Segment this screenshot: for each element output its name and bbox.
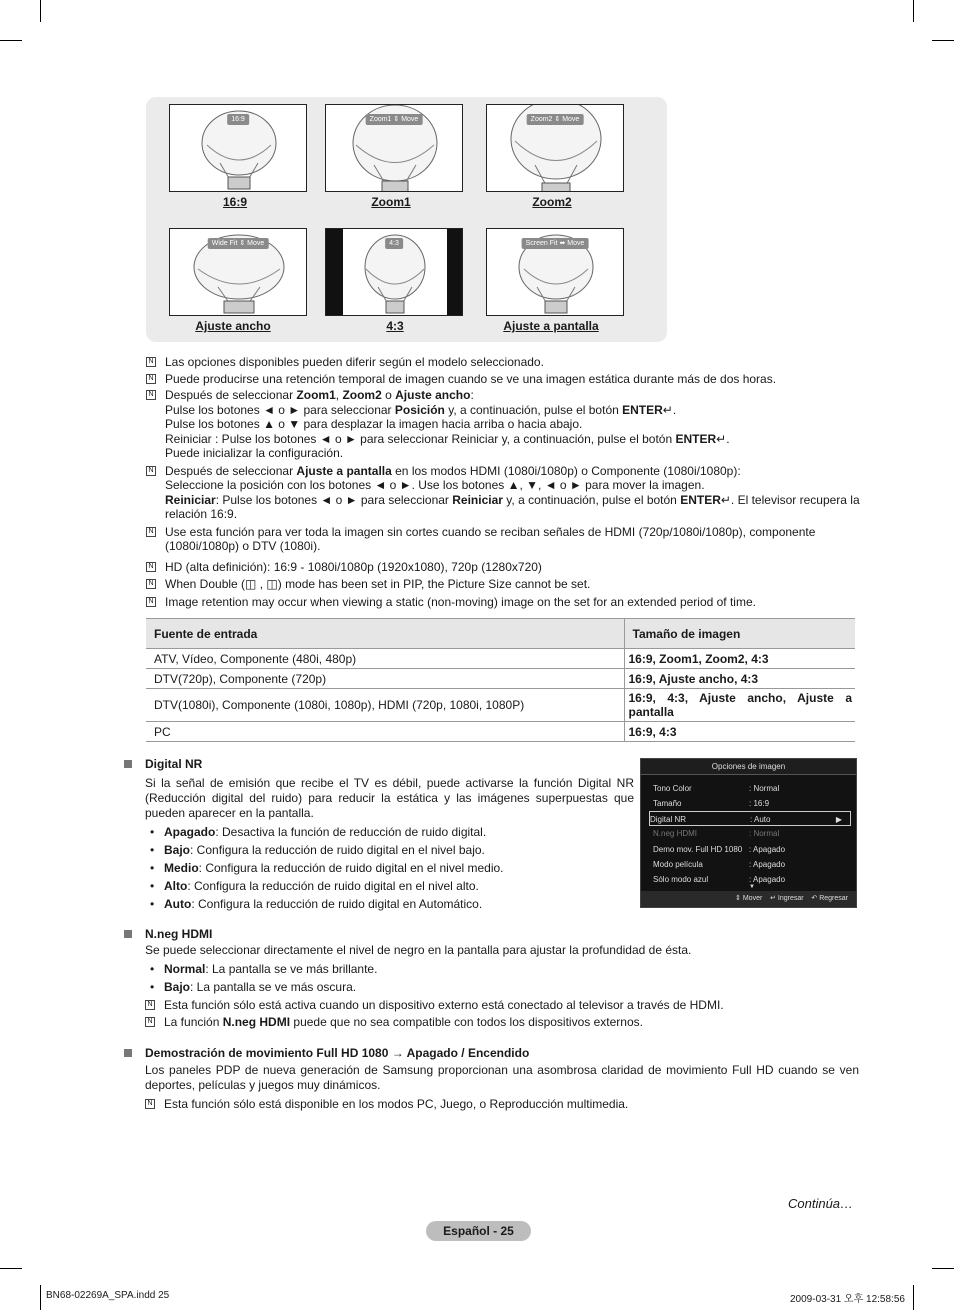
note-icon: N — [145, 1017, 155, 1027]
note: N Después de seleccionar Zoom1, Zoom2 o Ajuste ancho: Pulse los botones ◄ o ► para seleccionar Posición y, a continuación, pulse el botón ENTER↵. Pulse los botones ▲ o ▼ para desplazar la imagen hacia arriba o hacia abajo. Reiniciar : Pulse los botones ◄ o ► para seleccionar Reiniciar y, a continuación, pulse el botón ENTER↵. Puede inicializar la configuración. — [146, 388, 866, 461]
table-header: Tamaño de imagen — [624, 619, 855, 649]
thumb-label: Zoom2 — [532, 195, 572, 209]
note-icon: N — [146, 466, 156, 476]
scroll-down-icon: ▼ — [749, 884, 755, 890]
note-icon: N — [146, 562, 156, 572]
section-body: Se puede seleccionar directamente el nivel de negro en la pantalla para ajustar la profundidad de ésta. — [145, 943, 692, 957]
list-item: • Apagado: Desactiva la función de reducción de ruido digital. — [124, 825, 634, 840]
section-title: Digital NR — [124, 757, 634, 771]
section-title: Demostración de movimiento Full HD 1080 → Apagado / Encendido — [124, 1046, 859, 1060]
note: N Image retention may occur when viewing a static (non-moving) image on the set for an extended period of time. — [146, 595, 866, 610]
note: N HD (alta definición): 16:9 - 1080i/1080p (1920x1080), 720p (1280x720) — [146, 560, 866, 575]
note: N Esta función sólo está disponible en los modos PC, Juego, o Reproducción multimedia. — [145, 1097, 859, 1112]
crop-mark — [40, 0, 41, 22]
crop-mark — [913, 1285, 914, 1310]
section-nneg-hdmi — [124, 927, 859, 1031]
thumb-screen-fit — [486, 228, 624, 316]
table-row: DTV(1080i), Componente (1080i, 1080p), HDMI (720p, 1080i, 1080P) 16:9, 4:3, Ajuste ancho, Ajuste a pantalla — [146, 689, 855, 722]
thumb-16-9 — [169, 104, 307, 192]
note-icon: N — [146, 579, 156, 589]
thumb-zoom1 — [325, 104, 463, 192]
note-icon: N — [146, 357, 156, 367]
crop-mark — [0, 1268, 22, 1269]
section-title: N.neg HDMI — [124, 927, 859, 941]
bullet-square-icon — [124, 1049, 132, 1057]
mode-bar: Screen Fit ⬌ Move — [522, 238, 589, 249]
picture-options-menu — [640, 758, 857, 908]
menu-footer: ⇕ Mover ↵ Ingresar ↶ Regresar — [641, 891, 856, 907]
enter-icon: ↵ — [770, 895, 776, 902]
table-header: Fuente de entrada — [146, 619, 624, 649]
thumb-4-3 — [325, 228, 463, 316]
list-item: • Normal: La pantalla se ve más brillante. — [124, 962, 859, 977]
menu-item-disabled: N.neg HDMI : Normal — [653, 829, 780, 838]
section-demo-full-hd — [124, 1046, 859, 1114]
thumb-wide-fit — [169, 228, 307, 316]
thumb-label: Ajuste ancho — [195, 319, 271, 333]
menu-item-selected[interactable]: Digital NR : Auto ▶ — [649, 811, 851, 826]
menu-item[interactable]: Tamaño : 16:9 — [653, 799, 770, 808]
thumb-label: 4:3 — [386, 319, 404, 333]
picture-size-table — [146, 618, 855, 742]
updown-icon: ⇕ — [735, 895, 741, 902]
note: N Las opciones disponibles pueden diferir según el modelo seleccionado. — [146, 355, 866, 370]
mode-bar: Zoom2 ⇕ Move — [527, 114, 584, 125]
footer-timestamp: 2009-03-31 오후 12:58:56 — [790, 1294, 905, 1305]
note-icon: N — [145, 1099, 155, 1109]
bullet-square-icon — [124, 930, 132, 938]
table-row: DTV(720p), Componente (720p) 16:9, Ajuste ancho, 4:3 — [146, 669, 855, 689]
crop-mark — [0, 40, 22, 41]
crop-mark — [932, 40, 954, 41]
enter-icon: ↵ — [662, 402, 673, 417]
thumb-label: Zoom1 — [371, 195, 411, 209]
list-item: • Bajo: La pantalla se ve más oscura. — [124, 980, 859, 995]
pip-double-icon: ◫ , ◫ — [245, 577, 278, 591]
list-item: • Alto: Configura la reducción de ruido digital en el nivel alto. — [124, 879, 634, 894]
bullet-square-icon — [124, 760, 132, 768]
note-icon: N — [146, 390, 156, 400]
menu-item[interactable]: Modo película : Apagado — [653, 860, 786, 869]
table-row: PC 16:9, 4:3 — [146, 722, 855, 742]
note: N La función N.neg HDMI puede que no sea compatible con todos los dispositivos externos. — [145, 1015, 859, 1030]
table-row: ATV, Vídeo, Componente (480i, 480p) 16:9, Zoom1, Zoom2, 4:3 — [146, 649, 855, 669]
section-body: Los paneles PDP de nueva generación de Samsung proporcionan una asombrosa claridad de movimiento Full HD cuando se ven deportes, películas y juegos muy dinámicos. — [145, 1063, 859, 1092]
note-icon: N — [145, 1000, 155, 1010]
footer-file: BN68-02269A_SPA.indd 25 — [46, 1290, 170, 1301]
mode-bar: 16:9 — [227, 114, 249, 125]
note: N Use esta función para ver toda la imagen sin cortes cuando se reciban señales de HDMI (720p/1080i/1080p), componente (1080i/1080p) o DTV (1080i). — [146, 525, 866, 554]
enter-icon: ↵ — [720, 492, 731, 507]
thumb-zoom2 — [486, 104, 624, 192]
crop-mark — [913, 0, 914, 22]
note-icon: N — [146, 597, 156, 607]
menu-item[interactable]: Tono Color : Normal — [653, 784, 780, 793]
mode-bar: 4:3 — [385, 238, 403, 249]
arrow-right-icon: ▶ — [835, 815, 842, 824]
aspect-ratio-panel — [146, 97, 667, 342]
section-digital-nr — [124, 757, 634, 912]
note-icon: N — [146, 374, 156, 384]
enter-icon: ↵ — [716, 431, 727, 446]
return-icon: ↶ — [811, 895, 818, 902]
mode-bar: Zoom1 ⇕ Move — [366, 114, 423, 125]
crop-mark — [932, 1268, 954, 1269]
note-icon: N — [146, 527, 156, 537]
menu-item[interactable]: Demo mov. Full HD 1080 : Apagado — [653, 845, 786, 854]
mode-bar: Wide Fit ⇕ Move — [208, 238, 269, 249]
thumb-label: 16:9 — [222, 195, 248, 209]
menu-item[interactable]: Sólo modo azul : Apagado — [653, 875, 786, 884]
continued-label: Continúa… — [788, 1196, 854, 1211]
list-item: • Medio: Configura la reducción de ruido digital en el nivel medio. — [124, 861, 634, 876]
menu-title: Opciones de imagen — [641, 759, 856, 775]
note: N Después de seleccionar Ajuste a pantalla en los modos HDMI (1080i/1080p) o Componente (1080i/1080p): Seleccione la posición con los botones ◄ o ►. Use los botones ▲, ▼, ◄ o ► para mover la imagen. Reiniciar: Pulse los botones ◄ o ► para seleccionar Reiniciar y, a continuación, pulse el botón ENTER↵. El televisor recupera la relación 16:9. — [146, 464, 866, 522]
section-body: Si la señal de emisión que recibe el TV es débil, puede activarse la función Digital NR (Reducción digital del ruido) para reducir la estática y las imágenes superpuestas que pueden aparecer en la pantalla. — [145, 776, 634, 820]
thumb-label: Ajuste a pantalla — [503, 319, 599, 333]
page-number: Español - 25 — [426, 1221, 531, 1241]
note: N Puede producirse una retención temporal de imagen cuando se ve una imagen estática durante más de dos horas. — [146, 372, 866, 387]
crop-mark — [40, 1285, 41, 1310]
list-item: • Auto: Configura la reducción de ruido digital en Automático. — [124, 897, 634, 912]
list-item: • Bajo: Configura la reducción de ruido digital en el nivel bajo. — [124, 843, 634, 858]
note: N When Double (◫ , ◫) mode has been set in PIP, the Picture Size cannot be set. — [146, 577, 866, 592]
note: N Esta función sólo está activa cuando un dispositivo externo está conectado al televisor a través de HDMI. — [145, 998, 859, 1013]
notes-list — [146, 355, 866, 611]
